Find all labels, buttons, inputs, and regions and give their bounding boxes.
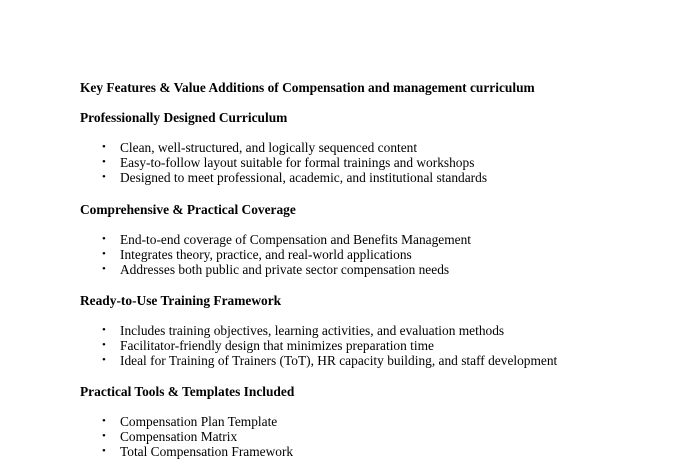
bullet-list	[80, 232, 670, 278]
bullet-icon: •	[102, 415, 106, 427]
list-item	[80, 338, 670, 353]
list-item	[80, 140, 670, 155]
bullet-icon: •	[102, 233, 106, 245]
list-item-text: Facilitator-friendly design that minimizes preparation time	[120, 338, 434, 354]
list-item-text: Easy-to-follow layout suitable for formal trainings and workshops	[120, 155, 475, 171]
section-comprehensive-coverage	[80, 201, 670, 278]
bullet-icon: •	[102, 263, 106, 276]
section-tools-templates	[80, 383, 670, 459]
list-item	[80, 323, 670, 338]
document-title: Key Features & Value Additions of Compensation and management curriculum	[80, 80, 535, 95]
list-item	[80, 353, 670, 368]
list-item-text: Integrates theory, practice, and real-world applications	[120, 247, 412, 263]
section-professionally-designed	[80, 109, 670, 186]
list-item	[80, 262, 670, 277]
list-item-text: Addresses both public and private sector compensation needs	[120, 262, 450, 278]
list-item-text: Compensation Matrix	[120, 429, 238, 445]
bullet-icon: •	[102, 248, 106, 261]
list-item	[80, 429, 670, 444]
bullet-icon: •	[102, 171, 106, 184]
list-item-text: Total Compensation Framework	[120, 444, 294, 459]
bullet-icon: •	[102, 156, 106, 169]
section-heading: Practical Tools & Templates Included	[80, 384, 295, 399]
list-item	[80, 170, 670, 185]
list-item	[80, 155, 670, 170]
list-item	[80, 444, 670, 459]
list-item-text: Clean, well-structured, and logically sequenced content	[120, 140, 418, 155]
bullet-icon: •	[102, 445, 106, 458]
bullet-icon: •	[102, 354, 106, 367]
bullet-icon: •	[102, 324, 106, 336]
bullet-icon: •	[102, 339, 106, 352]
bullet-list	[80, 323, 670, 369]
section-heading: Ready-to-Use Training Framework	[80, 293, 282, 308]
bullet-list	[80, 414, 670, 459]
list-item	[80, 232, 670, 247]
bullet-icon: •	[102, 141, 106, 153]
list-item-text: Designed to meet professional, academic, and institutional standards	[120, 170, 488, 186]
list-item-text: End-to-end coverage of Compensation and Benefits Management	[120, 232, 472, 247]
list-item-text: Includes training objectives, learning activities, and evaluation methods	[120, 323, 505, 338]
list-item-text: Ideal for Training of Trainers (ToT), HR capacity building, and staff development	[120, 353, 558, 369]
bullet-icon: •	[102, 430, 106, 443]
section-heading: Comprehensive & Practical Coverage	[80, 202, 296, 217]
list-item	[80, 247, 670, 262]
section-heading: Professionally Designed Curriculum	[80, 110, 288, 125]
list-item-text: Compensation Plan Template	[120, 414, 278, 429]
list-item	[80, 414, 670, 429]
section-training-framework	[80, 292, 670, 369]
bullet-list	[80, 140, 670, 186]
